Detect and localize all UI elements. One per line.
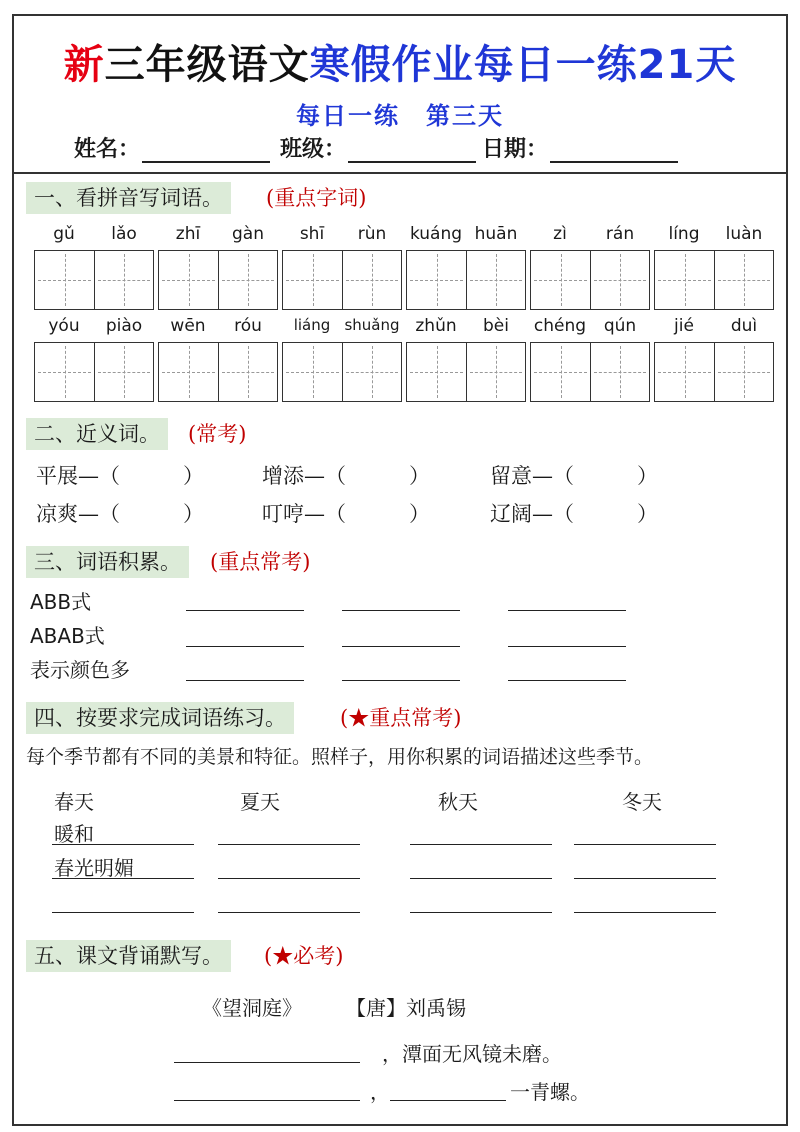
pinyin-label: huān bbox=[474, 224, 518, 244]
writing-box[interactable] bbox=[407, 251, 466, 309]
pinyin-label: luàn bbox=[725, 224, 763, 244]
worksheet bbox=[12, 14, 788, 1126]
word-grid bbox=[654, 224, 774, 310]
answer-line[interactable] bbox=[342, 646, 460, 647]
title-red-part: 新 bbox=[63, 42, 105, 88]
writing-box[interactable] bbox=[283, 343, 342, 401]
answer-line[interactable] bbox=[508, 646, 626, 647]
writing-box[interactable] bbox=[655, 343, 714, 401]
word-grid bbox=[158, 224, 278, 310]
writing-box[interactable] bbox=[94, 251, 153, 309]
synonym-item: 平展—（ ） bbox=[36, 464, 204, 488]
writing-box[interactable] bbox=[94, 343, 153, 401]
section-5-tag: (★必考) bbox=[264, 944, 344, 968]
section-3-title bbox=[26, 546, 189, 578]
word-grid bbox=[282, 316, 402, 402]
section-2-heading: 二、近义词。 bbox=[34, 422, 160, 446]
pinyin-label: jié bbox=[674, 316, 694, 336]
accumulation-label: ABAB式 bbox=[30, 624, 105, 648]
title-black-part: 三年级语文 bbox=[104, 42, 310, 88]
date-label: 日期： bbox=[482, 136, 549, 162]
pinyin-label: wēn bbox=[170, 316, 206, 336]
section-4-tag: (★重点常考) bbox=[340, 706, 462, 730]
writing-box[interactable] bbox=[159, 251, 218, 309]
student-info-row bbox=[74, 132, 678, 163]
section-5-title bbox=[26, 940, 231, 972]
class-label: 班级： bbox=[280, 136, 347, 162]
poem-line-2: 一青螺。 bbox=[510, 1080, 590, 1104]
word-grid bbox=[158, 316, 278, 402]
section-2-tag: (常考) bbox=[188, 422, 247, 446]
word-grid bbox=[530, 224, 650, 310]
writing-box[interactable] bbox=[218, 343, 277, 401]
writing-box[interactable] bbox=[35, 343, 94, 401]
name-label: 姓名： bbox=[74, 136, 141, 162]
answer-line[interactable] bbox=[410, 878, 552, 879]
season-label: 冬天 bbox=[622, 790, 662, 814]
synonym-item: 辽阔—（ ） bbox=[490, 502, 658, 526]
pinyin-label: gǔ bbox=[53, 224, 75, 244]
writing-box[interactable] bbox=[466, 343, 525, 401]
word-grid bbox=[282, 224, 402, 310]
answer-line[interactable] bbox=[186, 680, 304, 681]
section-5-heading: 五、课文背诵默写。 bbox=[34, 944, 223, 968]
writing-box[interactable] bbox=[218, 251, 277, 309]
pinyin-label: zhī bbox=[175, 224, 201, 244]
pinyin-label: rán bbox=[605, 224, 635, 244]
writing-box[interactable] bbox=[590, 343, 649, 401]
section-2-title bbox=[26, 418, 168, 450]
example-underline bbox=[52, 844, 194, 845]
pinyin-label: shuǎng bbox=[344, 316, 400, 334]
word-grid bbox=[654, 316, 774, 402]
pinyin-label: bèi bbox=[483, 316, 509, 336]
word-grid bbox=[34, 316, 154, 402]
page-subtitle: 每日一练 第三天 bbox=[296, 102, 504, 130]
answer-line[interactable] bbox=[574, 912, 716, 913]
answer-line[interactable] bbox=[574, 878, 716, 879]
synonym-item: 凉爽—（ ） bbox=[36, 502, 204, 526]
poem-comma: ， bbox=[370, 1080, 390, 1104]
section-3-tag: (重点常考) bbox=[210, 550, 311, 574]
season-label: 春天 bbox=[54, 790, 94, 814]
answer-line[interactable] bbox=[410, 844, 552, 845]
answer-line[interactable] bbox=[186, 646, 304, 647]
section-1-title bbox=[26, 182, 231, 214]
writing-box[interactable] bbox=[531, 343, 590, 401]
writing-box[interactable] bbox=[466, 251, 525, 309]
pinyin-label: líng bbox=[668, 224, 700, 244]
section-4-title bbox=[26, 702, 294, 734]
word-grid bbox=[34, 224, 154, 310]
answer-line[interactable] bbox=[218, 912, 360, 913]
pinyin-label: zì bbox=[553, 224, 567, 244]
page-title bbox=[14, 42, 786, 88]
section-1-tag: (重点字词) bbox=[266, 186, 367, 210]
pinyin-label: kuáng bbox=[409, 224, 463, 244]
pinyin-label: shī bbox=[299, 224, 325, 244]
writing-box[interactable] bbox=[342, 251, 401, 309]
answer-line[interactable] bbox=[508, 610, 626, 611]
section-4-heading: 四、按要求完成词语练习。 bbox=[34, 706, 286, 730]
date-field[interactable] bbox=[550, 135, 678, 163]
pinyin-label: zhǔn bbox=[415, 316, 457, 336]
class-field[interactable] bbox=[348, 135, 476, 163]
season-label: 秋天 bbox=[438, 790, 478, 814]
answer-line[interactable] bbox=[410, 912, 552, 913]
synonym-item: 叮哼—（ ） bbox=[262, 502, 430, 526]
pinyin-label: liáng bbox=[293, 316, 331, 334]
pinyin-label: qún bbox=[603, 316, 637, 336]
poem-line-1: ，潭面无风镜未磨。 bbox=[382, 1042, 562, 1066]
pinyin-label: duì bbox=[730, 316, 758, 336]
example-word: 暖和 bbox=[54, 822, 94, 846]
pinyin-label: chéng bbox=[533, 316, 587, 336]
writing-box[interactable] bbox=[342, 343, 401, 401]
example-underline bbox=[52, 878, 194, 879]
poem-author: 【唐】刘禹锡 bbox=[346, 996, 466, 1020]
answer-line[interactable] bbox=[218, 844, 360, 845]
word-grid bbox=[406, 316, 526, 402]
answer-line[interactable] bbox=[508, 680, 626, 681]
writing-box[interactable] bbox=[531, 251, 590, 309]
pinyin-label: rùn bbox=[357, 224, 387, 244]
answer-line[interactable] bbox=[342, 680, 460, 681]
writing-box[interactable] bbox=[714, 251, 773, 309]
answer-line[interactable] bbox=[574, 844, 716, 845]
poem-blank[interactable] bbox=[174, 1100, 360, 1101]
pinyin-label: piào bbox=[105, 316, 143, 336]
instruction-text: 每个季节都有不同的美景和特征。照样子，用你积累的词语描述这些季节。 bbox=[26, 746, 654, 768]
title-blue-part: 寒假作业每日一练21天 bbox=[309, 42, 737, 88]
poem-blank[interactable] bbox=[174, 1062, 360, 1063]
worksheet-header bbox=[14, 16, 786, 174]
section-1-heading: 一、看拼音写词语。 bbox=[34, 186, 223, 210]
writing-box[interactable] bbox=[283, 251, 342, 309]
word-grid bbox=[530, 316, 650, 402]
synonym-item: 留意—（ ） bbox=[490, 464, 658, 488]
pinyin-label: lǎo bbox=[111, 224, 137, 244]
poem-blank[interactable] bbox=[390, 1100, 506, 1101]
pinyin-label: yóu bbox=[48, 316, 80, 336]
answer-line[interactable] bbox=[52, 912, 194, 913]
writing-box[interactable] bbox=[655, 251, 714, 309]
writing-box[interactable] bbox=[159, 343, 218, 401]
section-3-heading: 三、词语积累。 bbox=[34, 550, 181, 574]
accumulation-label: 表示颜色多 bbox=[30, 658, 130, 682]
name-field[interactable] bbox=[142, 135, 270, 163]
writing-box[interactable] bbox=[590, 251, 649, 309]
answer-line[interactable] bbox=[342, 610, 460, 611]
writing-box[interactable] bbox=[407, 343, 466, 401]
poem-title: 《望洞庭》 bbox=[202, 996, 302, 1020]
synonym-item: 增添—（ ） bbox=[262, 464, 430, 488]
pinyin-label: róu bbox=[234, 316, 262, 336]
pinyin-label: gàn bbox=[232, 224, 264, 244]
answer-line[interactable] bbox=[218, 878, 360, 879]
writing-box[interactable] bbox=[35, 251, 94, 309]
accumulation-label: ABB式 bbox=[30, 590, 92, 614]
season-label: 夏天 bbox=[240, 790, 280, 814]
word-grid bbox=[406, 224, 526, 310]
answer-line[interactable] bbox=[186, 610, 304, 611]
writing-box[interactable] bbox=[714, 343, 773, 401]
example-word: 春光明媚 bbox=[54, 856, 134, 880]
